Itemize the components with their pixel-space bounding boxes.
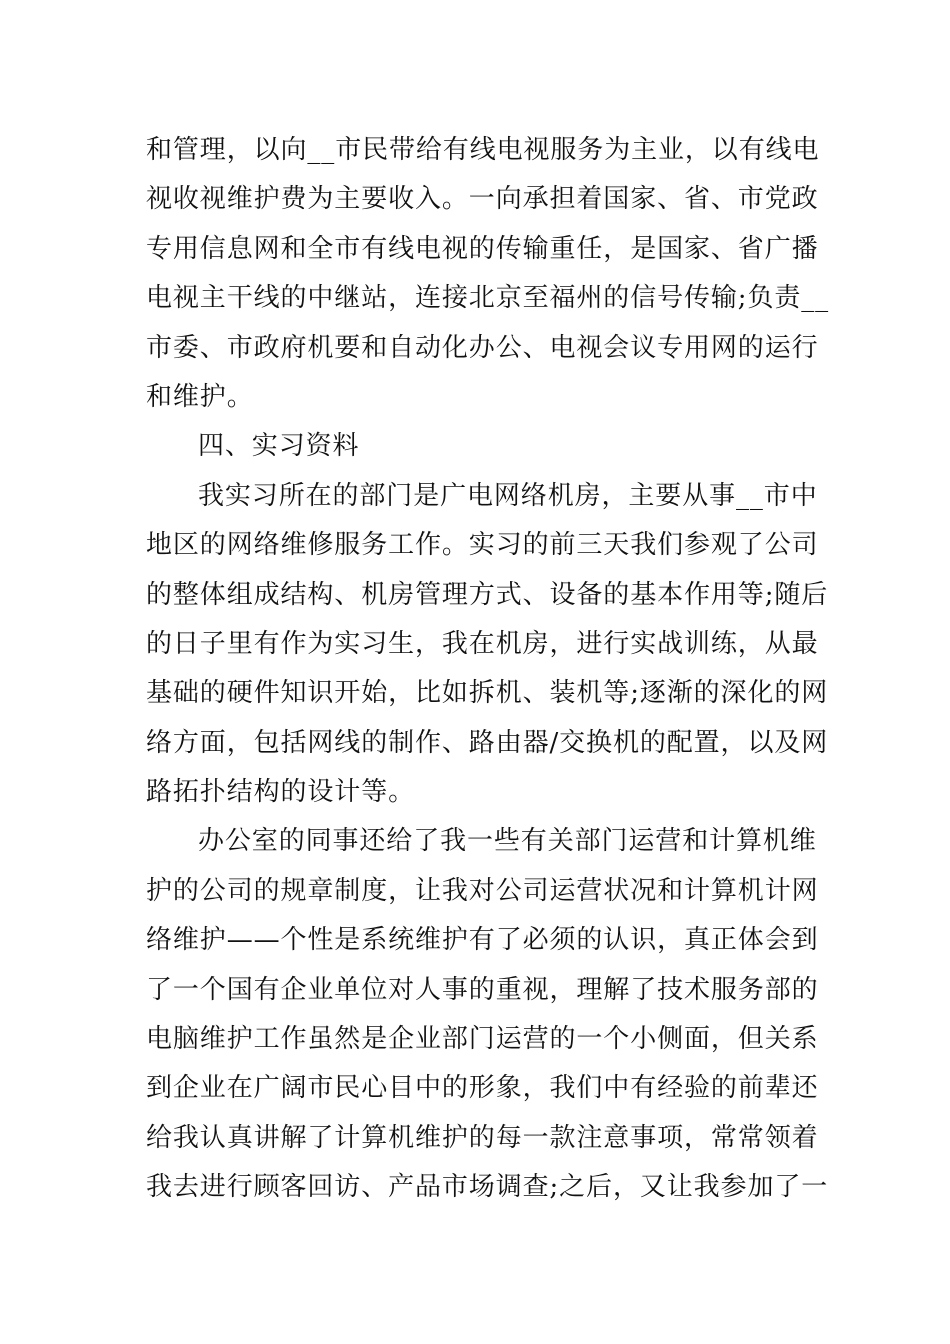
text-line: 了一个国有企业单位对人事的重视，理解了技术服务部的: [146, 974, 819, 1005]
paragraph-first-line: 办公室的同事还给了我一些有关部门运营和计算机维: [198, 826, 817, 857]
text-line: 的日子里有作为实习生，我在机房，进行实战训练，从最: [146, 628, 819, 659]
text-line: 电脑维护工作虽然是企业部门运营的一个小侧面，但关系: [146, 1024, 819, 1055]
text-line: 路拓扑结构的设计等。: [146, 777, 416, 808]
section-heading: 四、实习资料: [198, 431, 360, 462]
text-line: 到企业在广阔市民心目中的形象，我们中有经验的前辈还: [146, 1073, 819, 1104]
text-line: 电视主干线的中继站，连接北京至福州的信号传输;负责__: [146, 283, 830, 314]
text-line: 给我认真讲解了计算机维护的每一款注意事项，常常领着: [146, 1122, 819, 1153]
text-line: 专用信息网和全市有线电视的传输重任，是国家、省广播: [146, 233, 819, 264]
document-body: [146, 126, 830, 1213]
text-line: 络维护——个性是系统维护有了必须的认识，真正体会到: [146, 925, 819, 956]
text-line: 护的公司的规章制度，让我对公司运营状况和计算机计网: [146, 875, 819, 906]
text-line: 和管理，以向__市民带给有线电视服务为主业，以有线电: [146, 135, 820, 165]
text-line: 视收视维护费为主要收入。一向承担着国家、省、市党政: [146, 184, 819, 215]
text-line: 和维护。: [146, 381, 254, 412]
paragraph-first-line: 我实习所在的部门是广电网络机房，主要从事__市中: [198, 480, 818, 511]
text-line: 基础的硬件知识开始，比如拆机、装机等;逐渐的深化的网: [146, 678, 829, 709]
text-line: 的整体组成结构、机房管理方式、设备的基本作用等;随后: [146, 579, 829, 610]
text-line: 络方面，包括网线的制作、路由器/交换机的配置，以及网: [146, 727, 829, 758]
text-line: 我去进行顾客回访、产品市场调查;之后，又让我参加了一: [146, 1172, 829, 1203]
text-line: 地区的网络维修服务工作。实习的前三天我们参观了公司: [146, 530, 819, 561]
text-line: 市委、市政府机要和自动化办公、电视会议专用网的运行: [146, 332, 819, 363]
